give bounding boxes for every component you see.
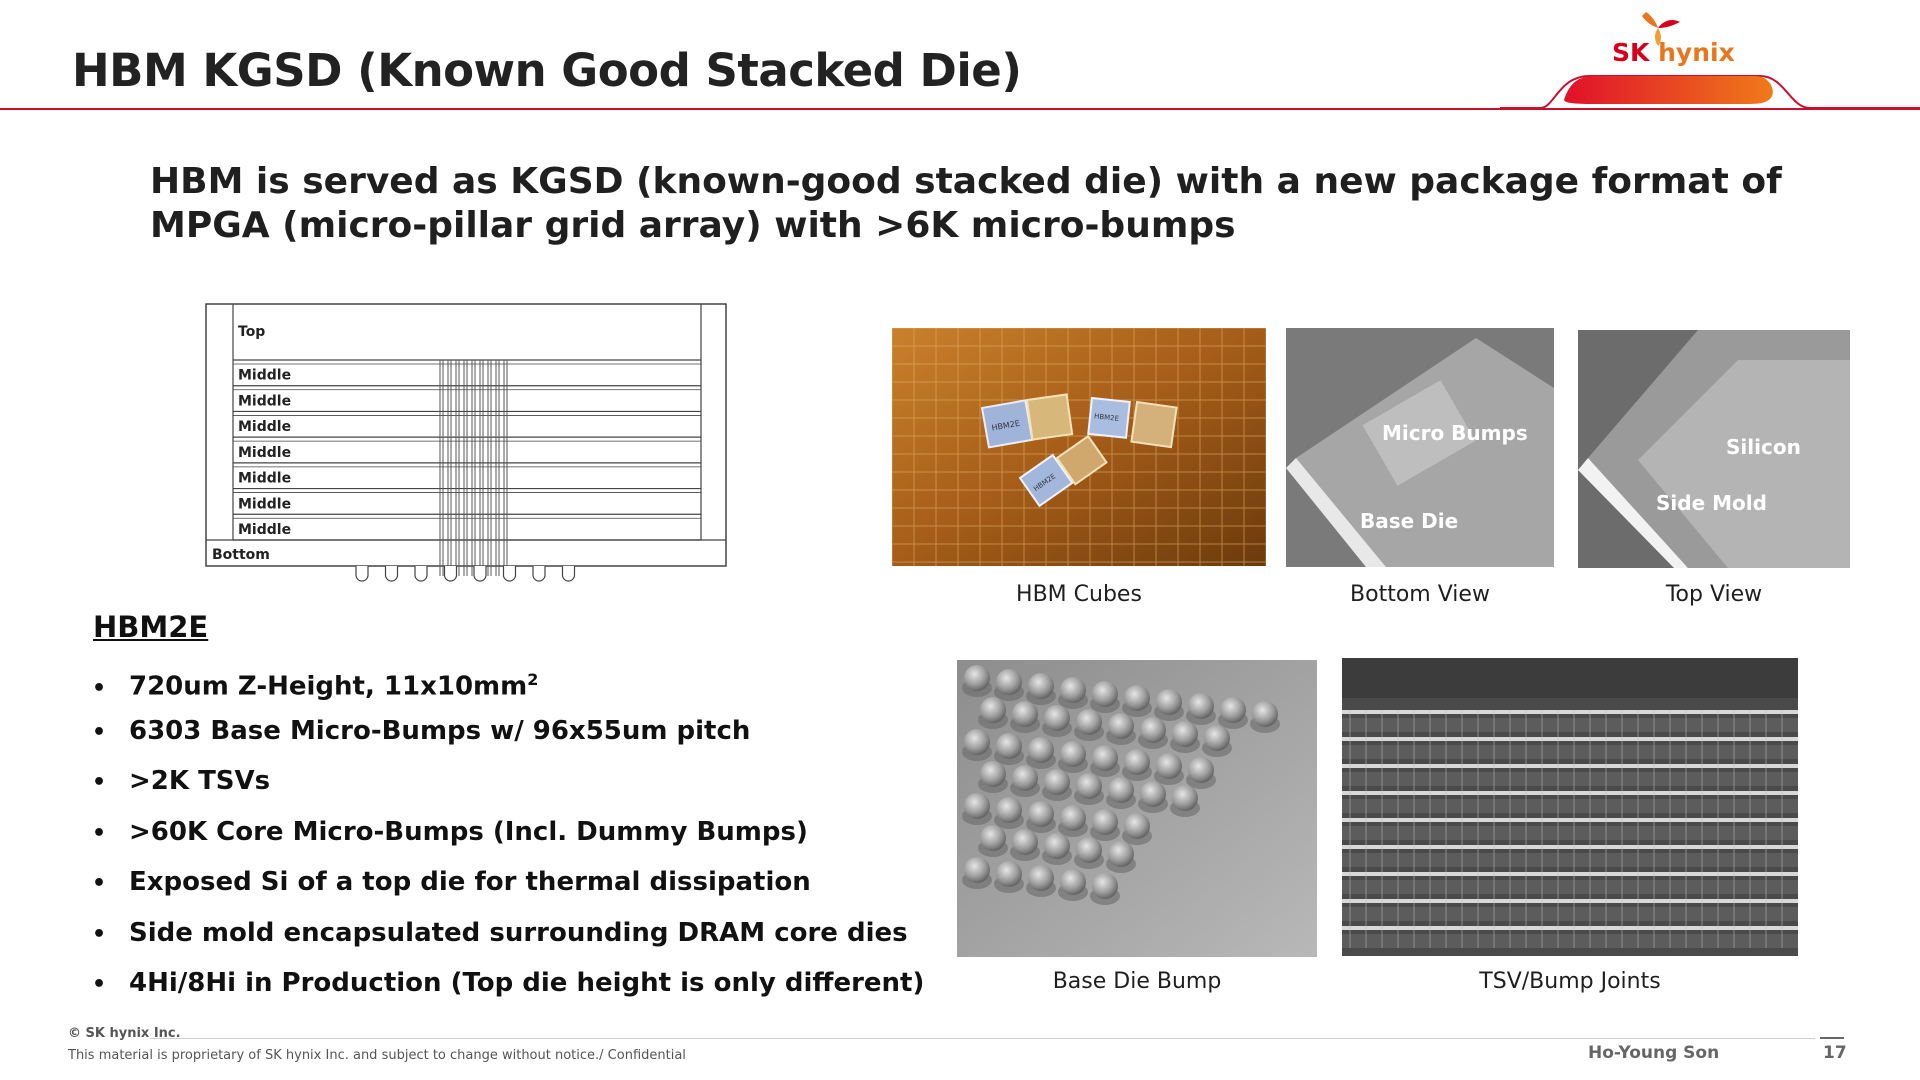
micro-bump bbox=[474, 566, 486, 581]
label-side-mold: Side Mold bbox=[1656, 491, 1767, 515]
micro-bump bbox=[445, 566, 457, 581]
die-label-bottom: Bottom bbox=[212, 547, 270, 563]
spec-item bbox=[92, 711, 912, 762]
bump bbox=[1092, 809, 1118, 835]
bullet: • bbox=[92, 820, 107, 846]
bump bbox=[1108, 713, 1134, 739]
bump bbox=[1220, 697, 1246, 723]
spec-text: 4Hi/8Hi in Production (Top die height is only different) bbox=[129, 968, 925, 998]
chip-label: HBM2E bbox=[1032, 472, 1058, 494]
bump bbox=[1028, 737, 1054, 763]
bump bbox=[1124, 813, 1150, 839]
bullet: • bbox=[92, 871, 107, 896]
bump bbox=[1012, 701, 1038, 727]
bump bbox=[1076, 837, 1102, 863]
micro-bumps bbox=[356, 566, 575, 581]
subtitle: HBM is served as KGSD (known-good stacked die) with a new package format of MPGA (micro-pillar grid array) with >6K micro-bumps bbox=[150, 161, 1782, 246]
bump bbox=[996, 669, 1022, 695]
bump bbox=[996, 797, 1022, 823]
micro-bump bbox=[386, 566, 398, 581]
bump-joint-row bbox=[1342, 872, 1798, 876]
die-layer bbox=[1342, 799, 1798, 813]
die-label-middle: Middle bbox=[238, 496, 292, 513]
die-layer bbox=[1342, 853, 1798, 867]
chip-label: HBM2E bbox=[1093, 412, 1120, 423]
bump bbox=[1076, 773, 1102, 799]
bump bbox=[1108, 841, 1134, 867]
bump bbox=[1044, 769, 1070, 795]
bump bbox=[1108, 777, 1134, 803]
bullet: • bbox=[92, 675, 107, 701]
bump bbox=[1124, 685, 1150, 711]
die-label-middle: Middle bbox=[238, 419, 292, 436]
logo-wordmark bbox=[1612, 38, 1735, 67]
die-label-middle: Middle bbox=[238, 367, 292, 384]
micro-bump bbox=[415, 566, 427, 581]
die-label-middle: Middle bbox=[238, 522, 292, 538]
spec-text: 6303 Base Micro-Bumps w/ 96x55um pitch bbox=[129, 715, 751, 746]
die-stack-diagram bbox=[200, 298, 740, 588]
bump bbox=[1124, 749, 1150, 775]
spec-text: Exposed Si of a top die for thermal dissipation bbox=[129, 867, 811, 897]
photo-top-view bbox=[1578, 330, 1850, 568]
confidential-notice: This material is proprietary of SK hynix Inc. and subject to change without notice./ Confidential bbox=[68, 1048, 686, 1063]
bump bbox=[1140, 781, 1166, 807]
hbm2e-heading: HBM2E bbox=[93, 610, 209, 644]
die-layer bbox=[1342, 718, 1798, 732]
bump bbox=[1188, 757, 1214, 783]
die-layer bbox=[1342, 880, 1798, 894]
bump-joint-row bbox=[1342, 845, 1798, 849]
logo-banner-graphic bbox=[1500, 70, 1920, 112]
bump bbox=[1044, 705, 1070, 731]
bump bbox=[996, 733, 1022, 759]
bump bbox=[1028, 865, 1054, 891]
bump-joint-row bbox=[1342, 710, 1798, 714]
spec-text: >60K Core Micro-Bumps (Incl. Dummy Bumps) bbox=[129, 816, 808, 847]
bump bbox=[1044, 833, 1070, 859]
die-layer bbox=[1342, 934, 1798, 948]
spec-item bbox=[92, 761, 912, 812]
micro-bump bbox=[563, 566, 575, 581]
logo-hynix: hynix bbox=[1658, 38, 1735, 67]
spec-item bbox=[92, 913, 912, 964]
bump bbox=[1060, 869, 1086, 895]
page-number-bar bbox=[1820, 1037, 1844, 1039]
bullet: • bbox=[92, 770, 107, 795]
bump bbox=[1156, 689, 1182, 715]
footer-divider bbox=[150, 1038, 1815, 1039]
bump bbox=[1012, 765, 1038, 791]
spec-item bbox=[92, 862, 912, 913]
bump bbox=[1156, 753, 1182, 779]
slide-title: HBM KGSD (Known Good Stacked Die) bbox=[72, 44, 1022, 97]
micro-bump bbox=[356, 566, 368, 581]
caption-tsv-bump-joints: TSV/Bump Joints bbox=[1479, 969, 1661, 994]
bump bbox=[1012, 829, 1038, 855]
bump bbox=[1092, 681, 1118, 707]
spec-text: >2K TSVs bbox=[129, 766, 271, 796]
die-layer bbox=[1342, 745, 1798, 759]
logo-sk: SK bbox=[1612, 38, 1650, 67]
bump bbox=[1172, 721, 1198, 747]
bump bbox=[980, 825, 1006, 851]
photo-tsv-bump-joints bbox=[1342, 658, 1798, 956]
bump bbox=[1140, 717, 1166, 743]
bullet: • bbox=[92, 719, 107, 745]
die-layer bbox=[1342, 772, 1798, 786]
micro-bump bbox=[504, 566, 516, 581]
presenter-name: Ho-Young Son bbox=[1588, 1043, 1720, 1063]
caption-bottom-view: Bottom View bbox=[1350, 582, 1490, 607]
photo-bottom-view bbox=[1286, 328, 1554, 567]
spec-item bbox=[92, 812, 912, 863]
bump bbox=[964, 729, 990, 755]
die-layer bbox=[1342, 826, 1798, 840]
caption-hbm-cubes: HBM Cubes bbox=[1016, 582, 1142, 607]
bump bbox=[1076, 709, 1102, 735]
superscript: 2 bbox=[527, 670, 539, 689]
top-die bbox=[1342, 658, 1798, 698]
bump-joint-row bbox=[1342, 791, 1798, 795]
bump-joint-row bbox=[1342, 818, 1798, 822]
bump bbox=[1060, 741, 1086, 767]
die-label-middle: Middle bbox=[238, 470, 292, 487]
bump bbox=[964, 857, 990, 883]
bump-joint-row bbox=[1342, 926, 1798, 930]
label-base-die: Base Die bbox=[1360, 509, 1459, 533]
bump bbox=[1188, 693, 1214, 719]
photo-base-die-bump bbox=[957, 660, 1317, 957]
die-layer bbox=[1342, 907, 1798, 921]
bump bbox=[980, 761, 1006, 787]
bump bbox=[964, 665, 990, 691]
spec-text: 720um Z-Height, 11x10mm bbox=[129, 671, 528, 702]
spec-list bbox=[92, 660, 925, 1014]
die-label-middle: Middle bbox=[238, 393, 292, 410]
bump-joint-row bbox=[1342, 737, 1798, 741]
bump-joint-row bbox=[1342, 764, 1798, 768]
bullet: • bbox=[92, 921, 107, 947]
bump bbox=[996, 861, 1022, 887]
bump bbox=[1204, 725, 1230, 751]
copyright: © SK hynix Inc. bbox=[68, 1026, 181, 1041]
die-label-middle: Middle bbox=[238, 444, 292, 461]
bullet: • bbox=[92, 972, 107, 997]
bump bbox=[1060, 805, 1086, 831]
bump bbox=[1092, 745, 1118, 771]
spec-item bbox=[92, 963, 925, 1014]
bump bbox=[1252, 701, 1278, 727]
caption-top-view: Top View bbox=[1665, 582, 1763, 607]
bump-joint-row bbox=[1342, 899, 1798, 903]
bump bbox=[980, 697, 1006, 723]
label-silicon: Silicon bbox=[1726, 435, 1801, 459]
bump bbox=[1092, 873, 1118, 899]
bump bbox=[1172, 785, 1198, 811]
label-micro-bumps: Micro Bumps bbox=[1382, 421, 1528, 445]
bump bbox=[1028, 673, 1054, 699]
bump bbox=[1028, 801, 1054, 827]
photo-hbm-cubes bbox=[892, 328, 1266, 566]
micro-bump bbox=[533, 566, 545, 581]
spec-text: Side mold encapsulated surrounding DRAM core dies bbox=[129, 917, 908, 948]
die-label-top: Top bbox=[238, 324, 266, 340]
bump bbox=[1060, 677, 1086, 703]
bump bbox=[964, 793, 990, 819]
caption-base-die-bump: Base Die Bump bbox=[1052, 969, 1222, 994]
spec-item bbox=[92, 660, 912, 711]
chip-label: HBM2E bbox=[990, 418, 1021, 433]
page-number: 17 bbox=[1823, 1043, 1847, 1063]
